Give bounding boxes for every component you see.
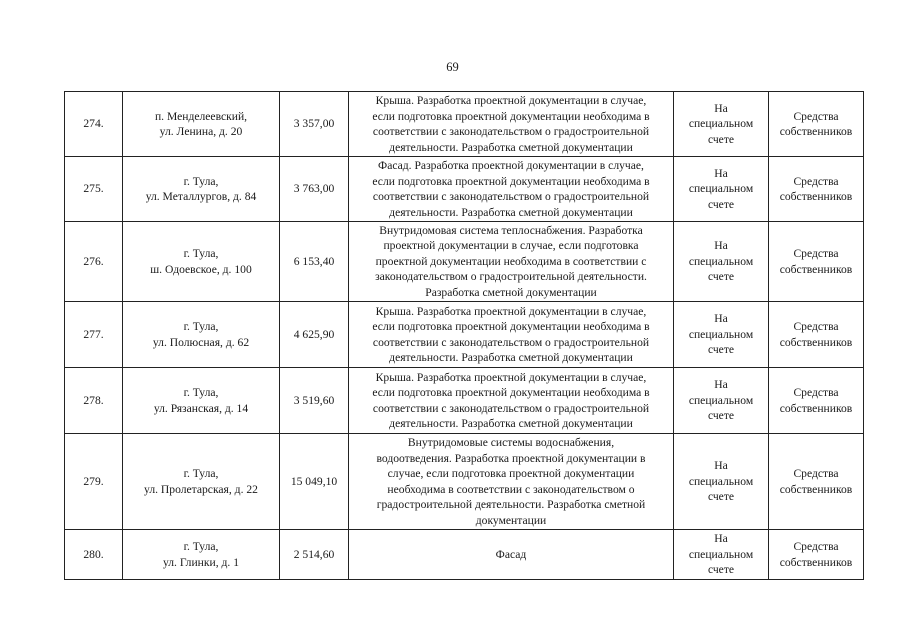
address-cell <box>123 157 280 222</box>
work-line: если подготовка проектной документации необходима в <box>372 320 650 333</box>
account-cell <box>674 434 769 530</box>
work-line: деятельности. Разработка сметной документации <box>389 417 633 430</box>
cost-cell: 2 514,60 <box>280 530 349 580</box>
account-line: На <box>714 166 728 180</box>
work-line: соответствии с законодательством о градостроительной <box>372 401 650 415</box>
source-line: собственников <box>779 335 853 349</box>
address-line: ул. Рязанская, д. 14 <box>153 401 249 415</box>
account-line: специальном <box>688 393 754 407</box>
address-line: ш. Одоевское, д. 100 <box>150 262 252 276</box>
work-description-cell <box>349 530 674 580</box>
source-line: собственников <box>779 262 853 276</box>
work-line: деятельности. Разработка сметной документации <box>389 205 633 219</box>
work-description-cell <box>349 222 674 302</box>
table-row <box>65 302 864 368</box>
address-line: п. Менделеевский, <box>154 109 248 123</box>
work-line: Внутридомовая система теплоснабжения. Разработка <box>379 223 643 237</box>
table-row <box>65 368 864 434</box>
work-line: Крыша. Разработка проектной документации в случае, <box>375 304 647 318</box>
account-line: На <box>714 101 728 115</box>
work-line: соответствии с законодательством о градостроительной <box>372 190 650 203</box>
work-line: проектной документации необходима в соответствии с <box>375 254 647 268</box>
source-line: собственников <box>779 125 853 138</box>
address-cell <box>123 302 280 368</box>
account-cell <box>674 530 769 580</box>
funding-source-cell <box>769 222 864 302</box>
work-line: Разработка сметной документации <box>425 285 597 299</box>
account-line: счете <box>707 270 735 284</box>
row-number: 277. <box>65 302 123 368</box>
address-cell <box>123 530 280 580</box>
work-description-cell <box>349 302 674 368</box>
source-line: собственников <box>779 555 853 569</box>
source-line: собственников <box>779 482 853 496</box>
account-line: счете <box>707 563 735 577</box>
account-cell <box>674 92 769 157</box>
work-line: Фасад. Разработка проектной документации в случае, <box>378 159 644 172</box>
row-number: 279. <box>65 434 123 530</box>
work-line: проектной документации в случае, если подготовка <box>383 239 639 253</box>
address-line: г. Тула, <box>183 247 219 260</box>
source-line: Средства <box>793 386 839 399</box>
funding-source-cell <box>769 434 864 530</box>
funding-source-cell <box>769 302 864 368</box>
account-line: На <box>714 378 728 392</box>
source-line: собственников <box>779 401 853 415</box>
work-line: законодательством о градостроительной деятельности. <box>375 270 647 284</box>
row-number: 280. <box>65 530 123 580</box>
account-line: счете <box>707 132 735 146</box>
row-number: 276. <box>65 222 123 302</box>
account-line: специальном <box>688 327 754 341</box>
cost-cell: 15 049,10 <box>280 434 349 530</box>
account-line: счете <box>707 343 735 357</box>
work-line: документации <box>475 513 547 527</box>
work-line: градостроительной деятельности. Разработка сметной <box>376 498 646 511</box>
address-line: ул. Пролетарская, д. 22 <box>144 482 258 496</box>
row-number: 274. <box>65 92 123 157</box>
work-description-cell <box>349 434 674 530</box>
account-line: специальном <box>688 547 754 561</box>
source-line: Средства <box>793 540 839 553</box>
source-line: Средства <box>793 174 839 188</box>
address-line: ул. Глинки, д. 1 <box>162 555 240 569</box>
page-number: 69 <box>446 60 459 74</box>
account-line: счете <box>707 490 735 504</box>
work-line: Крыша. Разработка проектной документации в случае, <box>375 94 647 107</box>
account-line: На <box>714 239 728 253</box>
address-cell <box>123 92 280 157</box>
cost-cell: 3 357,00 <box>280 92 349 157</box>
address-line: г. Тула, <box>183 320 219 333</box>
work-line: деятельности. Разработка сметной документации <box>389 351 633 364</box>
work-line: если подготовка проектной документации необходима в <box>372 386 650 399</box>
address-line: ул. Металлургов, д. 84 <box>145 190 257 203</box>
source-line: Средства <box>793 247 839 260</box>
address-cell <box>123 368 280 434</box>
address-line: г. Тула, <box>183 174 219 188</box>
row-number: 275. <box>65 157 123 222</box>
funding-source-cell <box>769 368 864 434</box>
address-cell <box>123 434 280 530</box>
account-line: специальном <box>688 117 754 131</box>
work-line: соответствии с законодательством о градостроительной <box>372 335 650 349</box>
account-line: счете <box>707 197 735 211</box>
account-line: специальном <box>688 182 754 196</box>
account-line: На <box>714 312 728 326</box>
account-line: На <box>714 532 728 546</box>
work-line: Фасад <box>495 547 527 561</box>
table-body <box>65 92 864 580</box>
cost-cell: 3 763,00 <box>280 157 349 222</box>
cost-cell: 3 519,60 <box>280 368 349 434</box>
funding-source-cell <box>769 530 864 580</box>
cost-cell: 4 625,90 <box>280 302 349 368</box>
table-row <box>65 222 864 302</box>
account-cell <box>674 302 769 368</box>
work-line: Внутридомовые системы водоснабжения, <box>407 436 615 449</box>
address-line: г. Тула, <box>183 540 219 553</box>
account-line: На <box>714 459 728 473</box>
work-line: если подготовка проектной документации необходима в <box>372 174 650 188</box>
table-row <box>65 92 864 157</box>
table-row <box>65 434 864 530</box>
account-cell <box>674 368 769 434</box>
work-line: если подготовка проектной документации необходима в <box>372 109 650 123</box>
funding-source-cell <box>769 92 864 157</box>
work-description-cell <box>349 157 674 222</box>
work-description-cell <box>349 92 674 157</box>
work-line: случае, если подготовка проектной документации <box>387 467 635 480</box>
table-row <box>65 157 864 222</box>
work-line: водоотведения. Разработка проектной документации в <box>376 451 646 465</box>
address-line: г. Тула, <box>183 467 219 480</box>
funding-source-cell <box>769 157 864 222</box>
table-row <box>65 530 864 580</box>
address-line: ул. Ленина, д. 20 <box>159 125 243 138</box>
account-line: счете <box>707 409 735 423</box>
source-line: собственников <box>779 190 853 203</box>
work-line: необходима в соответствии с законодательством о <box>387 482 635 496</box>
work-line: соответствии с законодательством о градостроительной <box>372 125 650 138</box>
address-line: г. Тула, <box>183 386 219 399</box>
account-line: специальном <box>688 254 754 268</box>
cost-cell: 6 153,40 <box>280 222 349 302</box>
source-line: Средства <box>793 109 839 123</box>
account-line: специальном <box>688 474 754 488</box>
work-line: Крыша. Разработка проектной документации в случае, <box>375 370 647 384</box>
account-cell <box>674 157 769 222</box>
account-cell <box>674 222 769 302</box>
work-description-cell <box>349 368 674 434</box>
work-line: деятельности. Разработка сметной документации <box>389 140 633 154</box>
source-line: Средства <box>793 467 839 480</box>
address-cell <box>123 222 280 302</box>
source-line: Средства <box>793 320 839 333</box>
address-line: ул. Полюсная, д. 62 <box>152 335 250 349</box>
row-number: 278. <box>65 368 123 434</box>
repair-works-table <box>64 91 864 580</box>
